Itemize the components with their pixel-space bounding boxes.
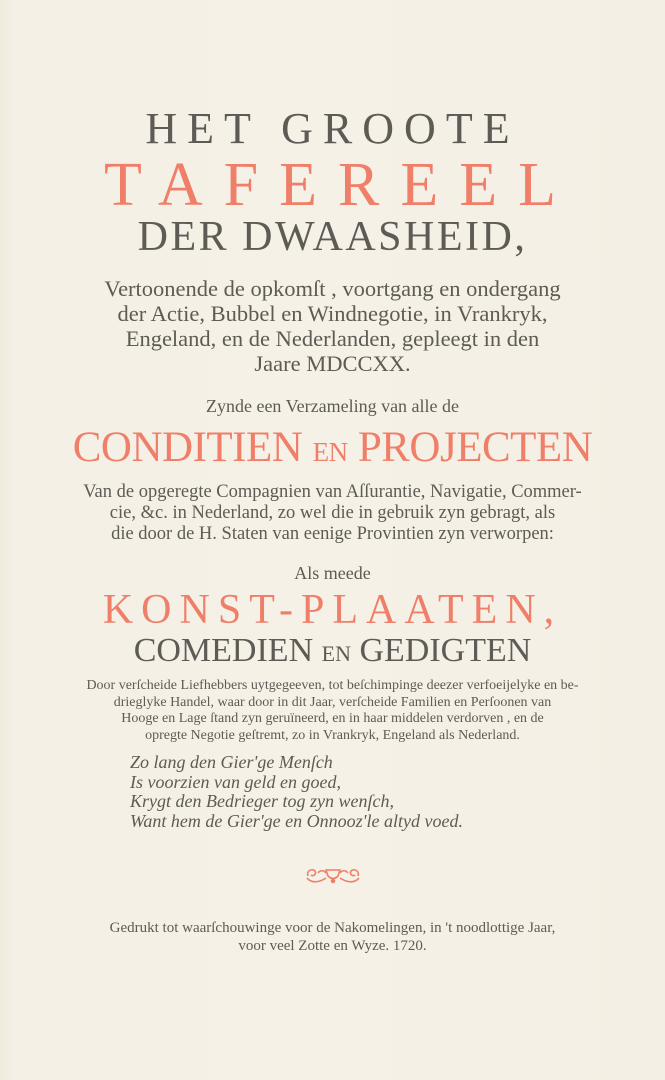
van-block	[0, 482, 665, 545]
title-line-het-groote: HET GROOTE	[145, 104, 520, 153]
verse-line: Is voorzien van geld en goed,	[130, 771, 341, 792]
van-line: die door de H. Staten van eenige Provintien zyn verworpen:	[111, 524, 554, 544]
van-line: cie, &c. in Nederland, zo wel die in gebruik zyn gebragt, als	[109, 503, 556, 523]
verse-block	[130, 753, 463, 831]
heading-conjunction: EN	[321, 641, 351, 666]
door-line: Door verſcheide Liefhebbers uytgegeeven, tot beſchimpinge deezer verfoeijelyke en be-	[86, 678, 579, 693]
door-line: Hooge en Lage ſtand zyn geruïneerd, en in haar middelen verdorven , en de	[121, 711, 544, 726]
title-line-der-dwaasheid: DER DWAASHEID,	[137, 214, 528, 260]
verse-line: Krygt den Bedrieger tog zyn wenſch,	[130, 791, 394, 811]
subtitle-line: der Actie, Bubbel en Windnegotie, in Vrankryk,	[117, 301, 548, 326]
subtitle-line: Vertoonende de opkomſt , voortgang en ondergang	[104, 276, 561, 301]
door-block	[0, 678, 665, 744]
imprint-line: voor veel Zotte en Wyze. 1720.	[238, 938, 427, 954]
zynde-line: Zynde een Verzameling van alle de	[205, 396, 460, 416]
imprint-line: Gedrukt tot waarſchouwinge voor de Nakomelingen, in 't noodlottige Jaar,	[109, 920, 556, 936]
title-line-tafereel: TAFEREEL	[103, 151, 577, 219]
heading-conjunction: EN	[312, 437, 348, 467]
door-line: opregte Negotie geſtremt, zo in Vrankryk, Engeland als Nederland.	[145, 727, 520, 743]
heading-part: PROJECTEN	[357, 424, 593, 471]
heading-part: CONDITIEN	[72, 424, 303, 471]
verse-line: Zo lang den Gier'ge Menſch	[130, 752, 333, 772]
heading-konst-plaaten: KONST-PLAATEN,	[102, 587, 563, 633]
heading-comedien-en-gedigten	[0, 630, 665, 675]
van-line: Van de opgeregte Compagnien van Aſſurantie, Navigatie, Commer-	[83, 482, 582, 502]
heading-part: GEDIGTEN	[359, 632, 532, 669]
als-meede-line: Als meede	[294, 563, 371, 583]
verse-line: Want hem de Gier'ge en Onnooz'le altyd voed.	[130, 810, 463, 831]
door-line: drieglyke Handel, waar door in dit Jaar, verſcheide Familien en Perſoonen van	[113, 694, 552, 710]
subtitle-block	[0, 276, 665, 376]
imprint-block	[0, 919, 665, 955]
subtitle-line: Engeland, en de Nederlanden, gepleegt in den	[125, 326, 540, 351]
heading-part: COMEDIEN	[133, 632, 314, 669]
subtitle-line: Jaare MDCCXX.	[254, 351, 411, 376]
printers-ornament-icon	[304, 866, 362, 886]
heading-conditien-en-projecten	[0, 422, 665, 478]
